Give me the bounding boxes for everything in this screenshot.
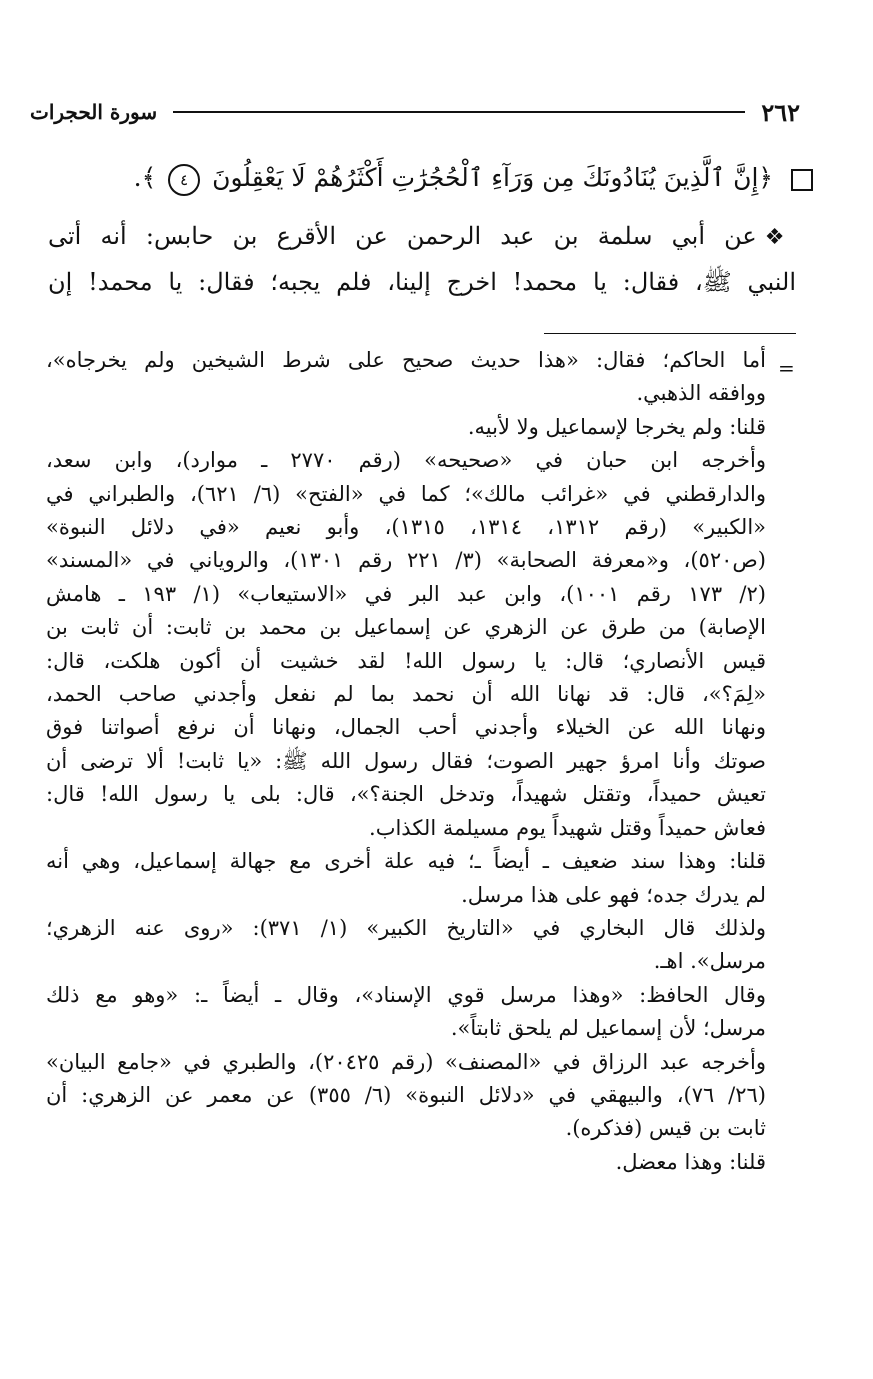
footnotes [46, 344, 766, 1179]
footnote-line: لم يدرك جده؛ فهو على هذا مرسل. [461, 882, 766, 907]
main-line: النبي ﷺ، فقال: يا محمد! اخرج إلينا، فلم يجبه؛ فقال: يا محمد! إن [48, 268, 796, 296]
footnote-separator [544, 333, 796, 334]
footnote-line: «الكبير» (رقم ١٣١٢، ١٣١٤، ١٣١٥)، وأبو نعيم «في دلائل النبوة» [46, 515, 767, 540]
footnote-line: ونهانا الله عن الخيلاء وأجدني أحب الجمال، ونهانا أن نرفع أصواتنا فوق [46, 715, 766, 740]
footnote-line: فعاش حميداً وقتل شهيداً يوم مسيلمة الكذاب. [369, 815, 766, 840]
footnote-line: ووافقه الذهبي. [636, 381, 766, 406]
main-line-text: عن أبي سلمة بن عبد الرحمن عن الأقرع بن حابس: أنه أتى [48, 222, 757, 250]
footnote-line: وأخرجه عبد الرزاق في «المصنف» (رقم ٢٠٤٢٥)، والطبري في «جامع البيان» [46, 1049, 767, 1074]
footnote-line: الإصابة) من طرق عن الزهري عن إسماعيل بن محمد بن ثابت: أن ثابت بن [46, 615, 766, 640]
footnote-line: (ص٥٢٠)، و«معرفة الصحابة» (٣/ ٢٢١ رقم ١٣٠١)، والروياني في «المسند» [46, 548, 766, 573]
header-rule [173, 111, 745, 113]
footnote-line: تعيش حميداً، وتقتل شهيداً، وتدخل الجنة؟»، قال: بلى يا رسول الله! قال: [46, 782, 766, 807]
surah-name: سورة الحجرات [30, 100, 158, 124]
footnote-line: قلنا: وهذا معضل. [615, 1149, 766, 1174]
footnote-line: أما الحاكم؛ فقال: «هذا حديث صحيح على شرط الشيخين ولم يخرجاه»، [46, 348, 766, 372]
diamond-bullet-icon: ❖ [764, 225, 796, 250]
quran-verse [28, 158, 813, 198]
ayah-number-icon: ٤ [168, 164, 200, 196]
footnote-continuation-mark: = [778, 356, 795, 380]
square-bullet-icon [791, 169, 813, 191]
footnote-line: صوتك وأنا امرؤ جهير الصوت؛ فقال رسول الله ﷺ: «يا ثابت! ألا ترضى أن [46, 748, 766, 773]
main-line [48, 214, 796, 260]
footnote-line: قيس الأنصاري؛ قال: يا رسول الله! لقد خشيت أن أكون هلكت، قال: [46, 648, 766, 673]
main-text [48, 214, 796, 304]
page-header [30, 92, 800, 132]
footnote-line: مرسل؛ لأن إسماعيل لم يلحق ثابتاً». [450, 1016, 766, 1041]
verse-closing: ﴾. [133, 163, 157, 192]
footnote-line: (٢٦/ ٧٦)، والبيهقي في «دلائل النبوة» (٦/ ٣٥٥) عن معمر عن الزهري: أن [46, 1082, 766, 1107]
footnote-line: «لِمَ؟»، قال: قد نهانا الله أن نحمد بما لم نفعل وأجدني صاحب الحمد، [46, 682, 766, 707]
footnote-line: قلنا: وهذا سند ضعيف ـ أيضاً ـ؛ فيه علة أخرى مع جهالة إسماعيل، وهي أنه [46, 849, 766, 874]
footnote-line: وقال الحافظ: «وهذا مرسل قوي الإسناد»، وقال ـ أيضاً ـ: «وهو مع ذلك [46, 982, 766, 1007]
footnote-line: (٢/ ١٧٣ رقم ١٠٠١)، وابن عبد البر في «الاستيعاب» (١/ ١٩٣ ـ هامش [46, 581, 766, 606]
footnote-line: قلنا: ولم يخرجا لإسماعيل ولا لأبيه. [467, 414, 766, 439]
footnote-line: ثابت بن قيس (فذكره). [565, 1116, 766, 1141]
footnote-line: والدارقطني في «غرائب مالك»؛ كما في «الفتح» (٦/ ٦٢١)، والطبراني في [46, 481, 766, 506]
verse-text: ﴿إِنَّ ٱلَّذِينَ يُنَادُونَكَ مِن وَرَآءِ ٱلْحُجُرَٰتِ أَكْثَرُهُمْ لَا يَعْقِلُونَ [212, 163, 774, 192]
footnote-line: مرسل». اهـ. [653, 949, 766, 974]
footnote-line: ولذلك قال البخاري في «التاريخ الكبير» (١/ ٣٧١): «روى عنه الزهري؛ [46, 915, 766, 940]
footnote-line: وأخرجه ابن حبان في «صحيحه» (رقم ٢٧٧٠ ـ موارد)، وابن سعد، [46, 448, 766, 473]
page-number: ٢٦٢ [761, 97, 800, 127]
